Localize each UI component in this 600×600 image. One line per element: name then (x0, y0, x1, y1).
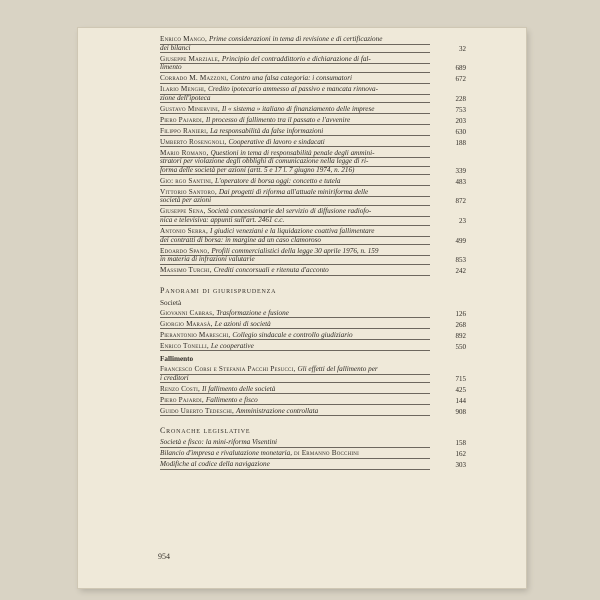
entry-page-number: 303 (455, 461, 466, 470)
entry-line (160, 256, 430, 265)
entry-line (160, 237, 430, 246)
index-entry (160, 343, 466, 352)
entry-title: dei contratti di borsa: in margine ad un caso clamoroso (160, 235, 321, 244)
entry-page-number: 144 (455, 396, 466, 405)
fallimento-subheading: Fallimento (160, 355, 194, 364)
index-entry (160, 397, 466, 406)
entry-line (160, 56, 430, 65)
index-entry (160, 228, 466, 245)
entry-page-number: 892 (455, 331, 466, 340)
entry-title: Principio del contraddittorio e dichiarazione di fal- (221, 54, 371, 63)
entry-line (160, 366, 430, 375)
entry-title: Il fallimento delle società (202, 384, 276, 393)
index-entry (160, 75, 466, 84)
entry-title: stratori per violazione degli obblighi di comunicazione nella legge di ri- (160, 157, 369, 166)
entry-line (160, 45, 430, 54)
entry-line (160, 217, 430, 226)
index-entry (160, 208, 466, 225)
entry-page-number: 753 (455, 105, 466, 114)
entry-author: Massimo Turchi, (160, 266, 214, 275)
societa-subheading: Società (160, 298, 182, 307)
index-entry (160, 310, 466, 319)
entry-page-number: 126 (455, 309, 466, 318)
entry-author: Piero Pajardi, (160, 115, 206, 124)
entry-line (160, 167, 430, 176)
entry-line (160, 439, 430, 448)
entry-title: I giudici veneziani e la liquidazione coattiva fallimentare (210, 226, 375, 235)
entry-author: Giuseppe Marziale, (160, 54, 222, 63)
entry-title: Credito ipotecario ammesso al passivo e mancata rinnova- (208, 85, 379, 94)
entry-author: Umberto Rosengnoli, (160, 137, 229, 146)
panorami-heading: Panorami di giurisprudenza (160, 285, 277, 295)
entry-author: Corrado M. Mazzoni, (160, 74, 231, 83)
entry-line (160, 128, 430, 137)
cronache-heading: Cronache legislative (160, 426, 251, 436)
entry-title: Amministrazione controllata (236, 406, 319, 415)
entry-page-number: 715 (455, 374, 466, 383)
entry-title: dei bilanci (160, 43, 191, 52)
entry-title: limento (160, 63, 182, 72)
entry-title: Bilancio d'impresa e rivalutazione monetaria, (160, 449, 293, 458)
entry-line (160, 117, 430, 126)
entry-title: Modifiche al codice della navigazione (160, 460, 270, 469)
entry-title: Le cooperative (210, 341, 254, 350)
fallimento-entries (160, 366, 466, 416)
entry-page-number: 672 (455, 75, 466, 84)
entry-page-number: 872 (455, 197, 466, 206)
entry-author: Enrico Tonelli, (160, 341, 211, 350)
entry-title: Fallimento e fisco (205, 395, 258, 404)
entry-page-number: 630 (455, 127, 466, 136)
entry-author: Piero Pajardi, (160, 395, 206, 404)
entry-title: Questioni in tema di responsabilità penale degli ammini- (210, 148, 375, 157)
entry-line (160, 332, 430, 341)
entry-title: La responsabilità da false informazioni (210, 126, 324, 135)
entry-line (160, 386, 430, 395)
index-entry (160, 321, 466, 330)
book-page (78, 28, 526, 588)
entry-title: società per azioni (160, 196, 212, 205)
entry-title: Crediti concorsuali e ritenuta d'acconto (213, 266, 329, 275)
entry-author: Pierantonio Mareschi, (160, 330, 233, 339)
index-entry (160, 450, 466, 459)
index-entry (160, 86, 466, 103)
top-entries (160, 36, 466, 276)
index-entry (160, 106, 466, 115)
entry-line (160, 450, 430, 459)
entry-title: Cooperative di lavoro e sindacati (228, 137, 325, 146)
entry-title: Il « sistema » italiano di finanziamento delle imprese (221, 104, 375, 113)
entry-title: Contro una falsa categoria: i consumatori (230, 74, 353, 83)
entry-title: L'operatore di borsa oggi: concetto e tutela (215, 176, 341, 185)
index-entry (160, 248, 466, 265)
entry-page-number: 689 (455, 64, 466, 73)
entry-page-number: 550 (455, 342, 466, 351)
entry-page-number: 203 (455, 116, 466, 125)
index-entry (160, 150, 466, 176)
entry-title: nica e televisiva: appunti sull'art. 2461 c.c. (160, 215, 285, 224)
index-entry (160, 36, 466, 53)
entry-page-number: 425 (455, 385, 466, 394)
index-entry (160, 332, 466, 341)
entry-author: Francesco Corsi e Stefania Pacchi Pesucci, (160, 365, 298, 374)
entry-title: in materia di infrazioni valutarie (160, 255, 255, 264)
cronache-entries (160, 439, 466, 470)
entry-author: Guido Uberto Tedeschi, (160, 406, 237, 415)
societa-entries (160, 310, 466, 352)
index-entry (160, 366, 466, 383)
entry-page-number: 23 (459, 216, 466, 225)
entry-title: Prime considerazioni in tema di revisione e di certificazione (208, 35, 383, 43)
entry-line (160, 397, 430, 406)
entry-page-number: 158 (455, 439, 466, 448)
entry-page-number: 228 (455, 94, 466, 103)
entry-page-number: 162 (455, 450, 466, 459)
index-entry (160, 408, 466, 417)
entry-title: Trasformazione e fusione (216, 308, 289, 317)
entry-line (160, 106, 430, 115)
entry-line (160, 267, 430, 276)
entry-title: zione dell'ipoteca (160, 93, 211, 102)
entry-line (160, 321, 430, 330)
entry-line (160, 36, 430, 45)
index-entry (160, 386, 466, 395)
entry-line (160, 343, 430, 352)
entry-line (160, 310, 430, 319)
entry-author: Mario Romano, (160, 148, 211, 157)
entry-author: Renzo Costi, (160, 384, 203, 393)
entry-title: Il processo di fallimento tra il passato e l'avvenire (205, 115, 351, 124)
entry-author: Gio: rgo Santini, (160, 176, 216, 185)
index-entry (160, 139, 466, 148)
entry-page-number: 853 (455, 256, 466, 265)
page-number: 954 (158, 552, 170, 561)
entry-author: Giovanni Cabras, (160, 308, 217, 317)
entry-title: Gli effetti del fallimento per (297, 365, 378, 374)
entry-title: forma delle società per azioni (artt. 5 e 17 l. 7 giugno 1974, n. 216) (160, 165, 355, 174)
entry-extra-author: di Ermanno Bocchini (292, 449, 359, 458)
entry-page-number: 268 (455, 320, 466, 329)
entry-page-number: 908 (455, 407, 466, 416)
entry-author: Giorgio Marasà, (160, 319, 215, 328)
entry-title: Collegio sindacale e controllo giudiziario (232, 330, 353, 339)
entry-line (160, 64, 430, 73)
entry-title: i creditori (160, 373, 189, 382)
entry-line (160, 95, 430, 104)
index-entry (160, 178, 466, 187)
entry-page-number: 242 (455, 267, 466, 276)
entry-page-number: 499 (455, 236, 466, 245)
entry-author: Filippo Ranieri, (160, 126, 211, 135)
entry-page-number: 483 (455, 177, 466, 186)
entry-title: Profili commercialistici della legge 30 aprile 1976, n. 159 (211, 246, 379, 255)
entry-title: Le azioni di società (214, 319, 271, 328)
entry-title: Dai progetti di riforma all'attuale miniriforma delle (218, 187, 369, 196)
entry-line (160, 408, 430, 417)
index-entry (160, 189, 466, 206)
entry-author: Antonio Serra, (160, 226, 210, 235)
entry-line (160, 178, 430, 187)
entry-line (160, 375, 430, 384)
entry-author: Gustavo Minervini, (160, 104, 222, 113)
entry-author: Edoardo Spano, (160, 246, 212, 255)
entry-author: Giuseppe Sena, (160, 207, 208, 216)
entry-line (160, 461, 430, 470)
index-entry (160, 128, 466, 137)
entry-line (160, 197, 430, 206)
entry-author: Enrico Mango, (160, 35, 209, 43)
entry-author: Vittorio Santoro, (160, 187, 219, 196)
index-content (160, 36, 466, 472)
entry-page-number: 339 (455, 166, 466, 175)
entry-title: Società e fisco: la mini-riforma Visentini (160, 438, 278, 447)
index-entry (160, 461, 466, 470)
entry-author: Ilario Menghi, (160, 85, 209, 94)
entry-title: Società concessionarie del servizio di diffusione radiofo- (207, 207, 372, 216)
entry-page-number: 32 (459, 44, 466, 53)
index-entry (160, 267, 466, 276)
index-entry (160, 439, 466, 448)
entry-line (160, 139, 430, 148)
index-entry (160, 117, 466, 126)
index-entry (160, 56, 466, 73)
entry-page-number: 188 (455, 138, 466, 147)
entry-line (160, 75, 430, 84)
